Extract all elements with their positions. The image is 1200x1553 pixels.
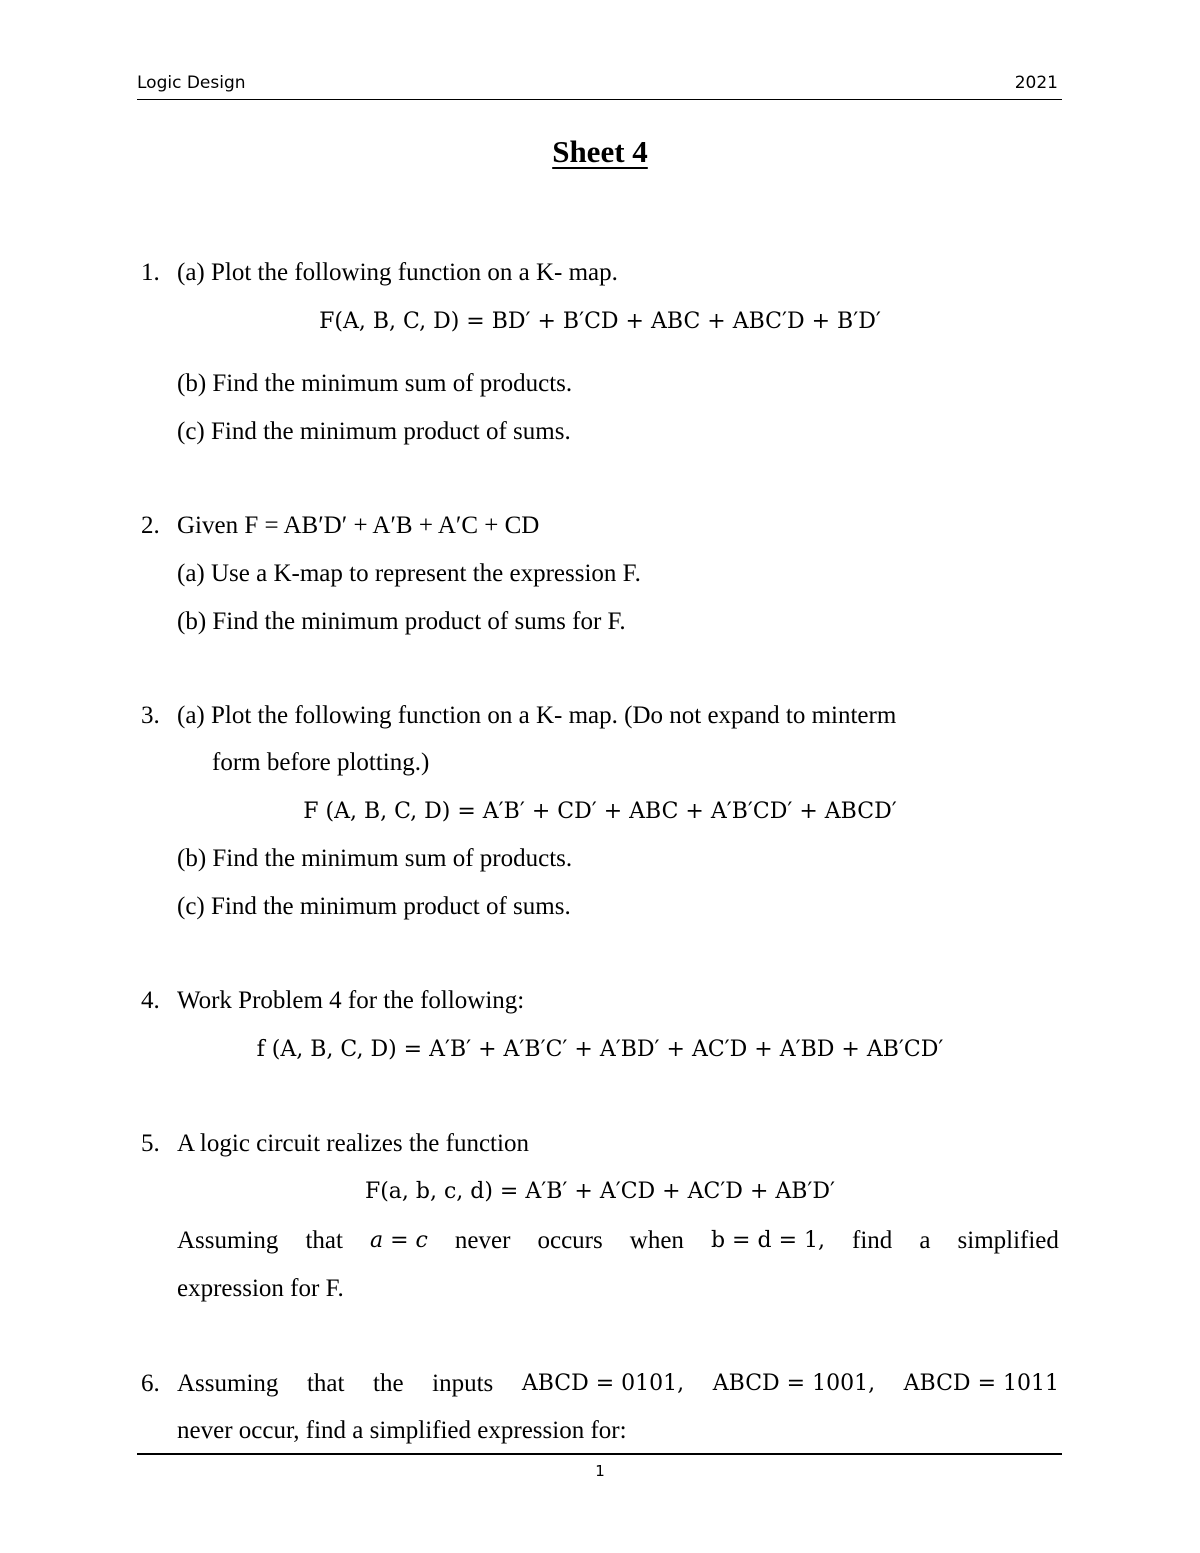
q6-line2: never occur, find a simplified expression for: [177,1417,627,1444]
q3-part-a-line1: (a) Plot the following function on a K- map. (Do not expand to minterm [177,702,897,729]
math-inline: a = c [370,1228,428,1253]
q4-text: Work Problem 4 for the following: [177,987,525,1014]
page-title: Sheet 4 [552,134,648,169]
word: that [305,1227,343,1254]
q3-expression: F (A, B, C, D) = A′B′ + CD′ + ABC + A′B′CD′ + ABCD′ [303,799,897,824]
q5-text: A logic circuit realizes the function [177,1130,529,1157]
word: a [919,1227,931,1254]
math-inline: ABCD = 1011 [903,1371,1059,1396]
q5-assumption-line2: expression for F. [177,1275,344,1302]
q1-expression: F(A, B, C, D) = BD′ + B′CD + ABC + ABC′D + B′D′ [319,309,881,334]
word: when [629,1227,684,1254]
q2-part-b: (b) Find the minimum product of sums for F. [177,608,626,635]
word: find [852,1227,893,1254]
q3-part-b: (b) Find the minimum sum of products. [177,845,573,872]
math-inline: ABCD = 0101, [521,1371,685,1396]
word: Assuming [177,1227,279,1254]
math-inline: b = d = 1, [710,1228,825,1253]
q6-number: 6. [141,1370,160,1397]
word: the [373,1370,404,1397]
word: never [454,1227,511,1254]
header-year: 2021 [1014,73,1058,93]
q5-assumption-line1 [177,1226,1059,1256]
q5-number: 5. [141,1130,160,1157]
q2-part-a: (a) Use a K-map to represent the expression F. [177,560,641,587]
math-inline: ABCD = 1001, [712,1371,876,1396]
q5-expression: F(a, b, c, d) = A′B′ + A′CD + AC′D + AB′D′ [364,1179,836,1204]
q1-part-a: (a) Plot the following function on a K- map. [177,259,618,286]
word: Assuming [177,1370,279,1397]
header-course: Logic Design [137,73,246,93]
word: simplified [957,1227,1059,1254]
word: occurs [537,1227,603,1254]
word: that [306,1370,345,1397]
page-number: 1 [595,1462,605,1480]
header-rule [137,99,1062,100]
q4-expression: f (A, B, C, D) = A′B′ + A′B′C′ + A′BD′ + AC′D + A′BD + AB′CD′ [256,1037,944,1062]
q1-part-b: (b) Find the minimum sum of products. [177,370,573,397]
q3-number: 3. [141,702,160,729]
q3-part-c: (c) Find the minimum product of sums. [177,893,571,920]
word: inputs [432,1370,494,1397]
q2-number: 2. [141,512,160,539]
q2-given: Given F = AB′D′ + A′B + A′C + CD [177,512,540,539]
q1-part-c: (c) Find the minimum product of sums. [177,418,571,445]
q6-line1 [177,1369,1059,1399]
footer-rule [137,1453,1062,1455]
q4-number: 4. [141,987,160,1014]
q1-number: 1. [141,259,160,286]
q3-part-a-line2: form before plotting.) [212,749,430,776]
